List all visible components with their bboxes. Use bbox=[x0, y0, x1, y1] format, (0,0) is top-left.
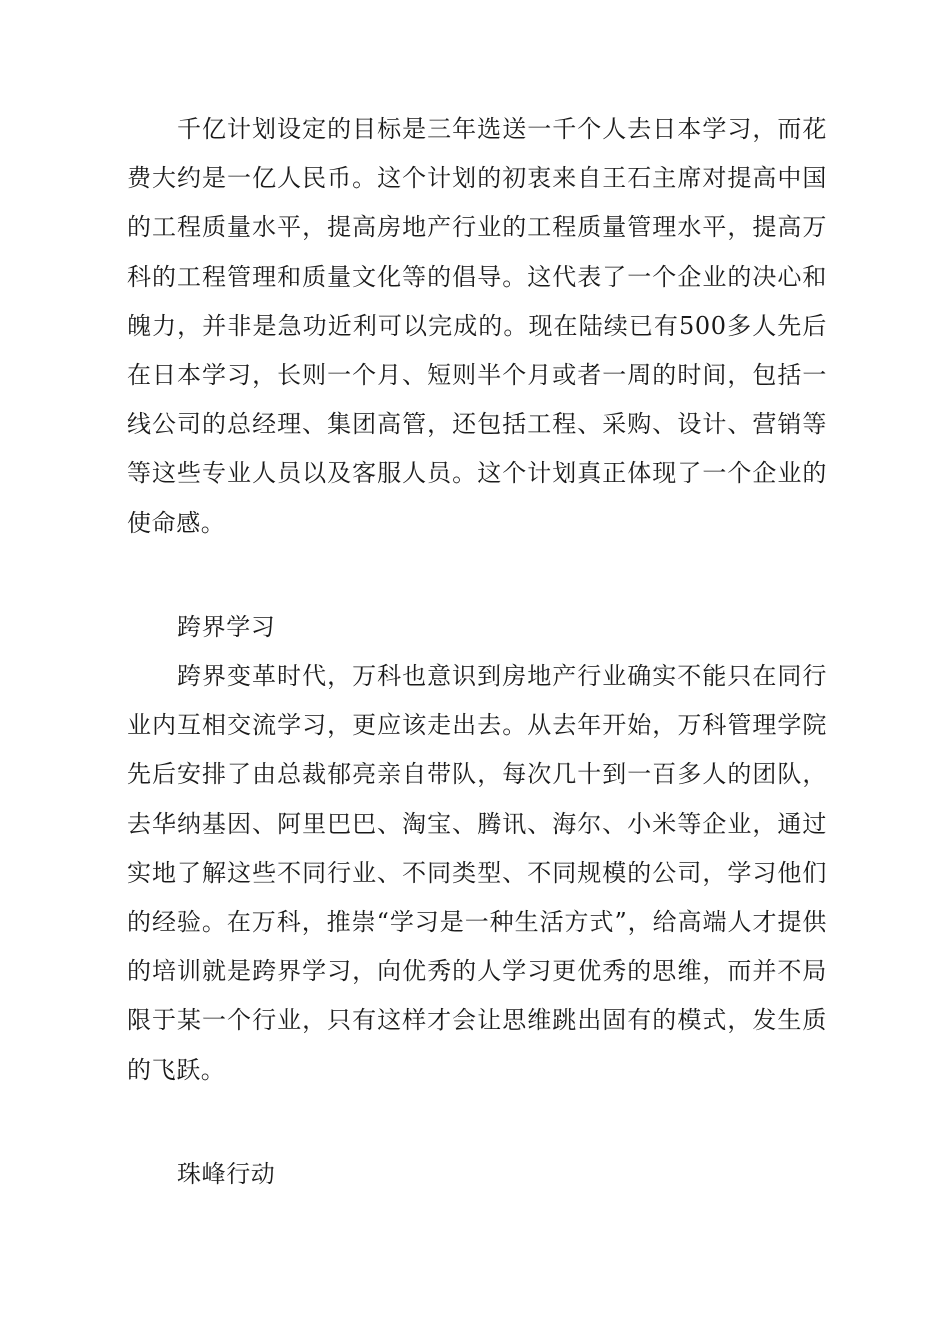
section-heading: 跨界学习 bbox=[177, 613, 276, 641]
body-paragraph: 千亿计划设定的目标是三年选送一千个人去日本学习，而花费大约是一亿人民币。这个计划的初衷来自王石主席对提高中国的工程质量水平，提高房地产行业的工程质量管理水平，提高万科的工程管理和质量文化等的倡导。这代表了一个企业的决心和魄力，并非是急功近利可以完成的。现在陆续已有500多人先后在日本学习，长则一个月、短则半个月或者一周的时间，包括一线公司的总经理、集团高管，还包括工程、采购、设计、营销等等这些专业人员以及客服人员。这个计划真正体现了一个企业的使命感。 bbox=[127, 115, 827, 537]
section-heading: 珠峰行动 bbox=[177, 1160, 276, 1188]
body-paragraph: 跨界变革时代，万科也意识到房地产行业确实不能只在同行业内互相交流学习，更应该走出去。从去年开始，万科管理学院先后安排了由总裁郁亮亲自带队，每次几十到一百多人的团队，去华纳基因、阿里巴巴、淘宝、腾讯、海尔、小米等企业，通过实地了解这些不同行业、不同类型、不同规模的公司，学习他们的经验。在万科，推崇“学习是一种生活方式”，给高端人才提供的培训就是跨界学习，向优秀的人学习更优秀的思维，而并不局限于某一个行业，只有这样才会让思维跳出固有的模式，发生质的飞跃。 bbox=[127, 662, 827, 1084]
